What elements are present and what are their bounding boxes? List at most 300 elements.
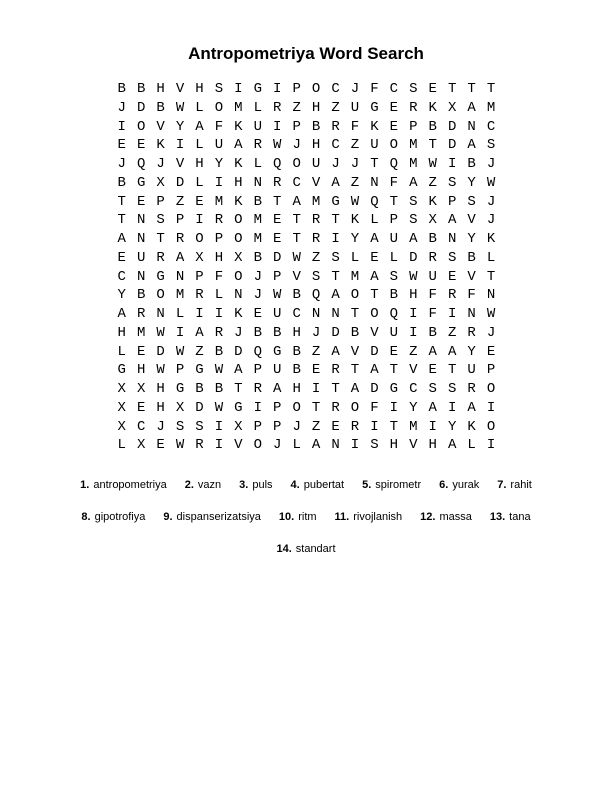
word-list-item xyxy=(276,541,335,557)
word-text: tana xyxy=(509,511,531,523)
word-text: gipotrofiya xyxy=(94,511,146,523)
grid-cell: B xyxy=(273,324,282,341)
grid-cell: A xyxy=(331,343,340,360)
grid-cell: H xyxy=(156,381,165,397)
grid-cell: Y xyxy=(175,118,185,135)
grid-cell: Z xyxy=(428,174,437,191)
grid-cell: Q xyxy=(311,287,321,304)
grid-cell: B xyxy=(467,156,476,172)
grid-cell: L xyxy=(253,156,262,172)
grid-cell: P xyxy=(292,81,301,97)
grid-cell: J xyxy=(253,268,262,285)
grid-cell: B xyxy=(428,118,437,135)
grid-cell: O xyxy=(253,437,262,454)
grid-cell: K xyxy=(428,193,437,210)
grid-cell: V xyxy=(350,343,360,360)
grid-cell: L xyxy=(350,249,360,266)
grid-cell: M xyxy=(175,287,185,304)
grid-cell: S xyxy=(447,174,457,191)
grid-cell: F xyxy=(389,174,399,191)
grid-cell: Z xyxy=(195,343,204,360)
grid-cell: O xyxy=(370,306,379,322)
grid-cell: R xyxy=(467,381,476,397)
grid-cell: C xyxy=(136,418,146,435)
grid-cell: V xyxy=(409,362,418,379)
grid-cell: N xyxy=(467,306,476,322)
word-number: 11. xyxy=(334,511,350,523)
page-title: Antropometriya Word Search xyxy=(188,44,424,63)
word-number: 8. xyxy=(81,511,91,523)
grid-cell: U xyxy=(311,156,321,172)
grid-cell: Q xyxy=(253,343,262,360)
grid-cell: Y xyxy=(447,418,457,435)
grid-cell: L xyxy=(117,343,126,360)
grid-cell: J xyxy=(156,156,165,172)
grid-cell: S xyxy=(214,81,224,97)
grid-cell: C xyxy=(331,81,340,97)
grid-cell: E xyxy=(195,193,204,210)
grid-cell: D xyxy=(234,343,243,360)
grid-cell: L xyxy=(486,249,496,266)
grid-cell: B xyxy=(253,249,262,266)
grid-cell: R xyxy=(195,287,204,304)
grid-cell: T xyxy=(350,362,360,379)
word-list-item xyxy=(279,509,317,525)
grid-cell: H xyxy=(311,137,321,154)
grid-cell: I xyxy=(195,306,204,322)
grid-cell: I xyxy=(409,324,418,341)
grid-cell: B xyxy=(428,231,437,247)
grid-cell: M xyxy=(311,193,321,210)
grid-cell: S xyxy=(409,212,418,229)
grid-cell: M xyxy=(409,418,418,435)
grid-cell: D xyxy=(370,381,379,397)
grid-cell: L xyxy=(467,437,476,454)
grid-cell: X xyxy=(234,418,243,435)
grid-cell: R xyxy=(311,231,321,247)
grid-cell: H xyxy=(214,249,224,266)
grid-cell: P xyxy=(389,212,399,229)
grid-cell: P xyxy=(409,118,418,135)
grid-cell: I xyxy=(311,381,321,397)
grid-cell: M xyxy=(253,212,262,229)
word-number: 1. xyxy=(80,479,90,491)
grid-cell: A xyxy=(370,268,379,285)
grid-cell: W xyxy=(175,99,185,116)
grid-cell: F xyxy=(370,399,379,416)
grid-cell: Y xyxy=(117,287,126,304)
grid-cell: W xyxy=(486,174,496,191)
grid-cell: P xyxy=(292,118,301,135)
word-number: 4. xyxy=(290,479,300,491)
grid-cell: K xyxy=(234,193,243,210)
grid-cell: U xyxy=(370,137,379,154)
grid-cell: A xyxy=(117,306,126,322)
grid-cell: J xyxy=(350,156,360,172)
grid-cell: P xyxy=(486,362,496,379)
grid-cell: F xyxy=(370,81,379,97)
grid-cell: H xyxy=(311,99,321,116)
word-list-item xyxy=(335,509,403,525)
grid-cell: F xyxy=(350,118,360,135)
grid-cell: E xyxy=(273,212,282,229)
word-text: yurak xyxy=(452,479,480,491)
grid-cell: A xyxy=(370,231,379,247)
grid-cell: T xyxy=(486,268,496,285)
grid-cell: N xyxy=(175,268,185,285)
grid-cell: D xyxy=(156,343,165,360)
grid-cell: T xyxy=(292,231,301,247)
word-text: rivojlanish xyxy=(353,511,403,523)
grid-cell: R xyxy=(331,399,340,416)
grid-cell: J xyxy=(486,156,496,172)
grid-cell: T xyxy=(389,418,399,435)
grid-cell: I xyxy=(273,81,282,97)
grid-cell: H xyxy=(234,174,243,191)
word-text: antropometriya xyxy=(93,479,167,491)
grid-cell: A xyxy=(428,399,437,416)
grid-cell: O xyxy=(214,99,224,116)
grid-cell: O xyxy=(234,231,243,247)
grid-cell: A xyxy=(467,137,476,154)
grid-cell: A xyxy=(428,343,437,360)
word-text: rahit xyxy=(510,479,532,491)
grid-cell: R xyxy=(253,381,262,397)
grid-cell: D xyxy=(409,249,418,266)
grid-cell: Z xyxy=(350,174,360,191)
grid-cell: I xyxy=(214,306,224,322)
grid-cell: I xyxy=(389,399,399,416)
grid-cell: X xyxy=(117,381,126,397)
grid-cell: B xyxy=(214,381,224,397)
grid-cell: N xyxy=(311,306,321,322)
grid-cell: C xyxy=(117,268,126,285)
grid-cell: N xyxy=(331,437,340,454)
word-list-item xyxy=(420,509,472,525)
grid-cell: E xyxy=(136,137,146,154)
grid-cell: A xyxy=(409,231,418,247)
grid-cell: P xyxy=(195,268,204,285)
grid-cell: U xyxy=(467,362,476,379)
word-list-item xyxy=(80,477,167,493)
grid-cell: M xyxy=(214,193,224,210)
grid-cell: P xyxy=(214,231,224,247)
grid-cell: K xyxy=(350,212,360,229)
grid-cell: J xyxy=(486,193,496,210)
grid-cell: K xyxy=(486,231,496,247)
word-list-item xyxy=(81,509,145,525)
grid-cell: Z xyxy=(409,343,418,360)
grid-cell: L xyxy=(175,306,185,322)
grid-cell: I xyxy=(370,418,379,435)
grid-cell: L xyxy=(117,437,126,454)
grid-cell: G xyxy=(273,343,282,360)
grid-cell: F xyxy=(428,306,437,322)
grid-cell: V xyxy=(311,174,321,191)
grid-cell: B xyxy=(156,99,165,116)
grid-cell: E xyxy=(389,118,399,135)
grid-cell: S xyxy=(447,249,457,266)
grid-cell: O xyxy=(292,156,301,172)
grid-cell: T xyxy=(331,212,340,229)
grid-cell: E xyxy=(273,231,282,247)
grid-cell: Q xyxy=(136,156,146,172)
grid-cell: P xyxy=(273,399,282,416)
grid-cell: O xyxy=(389,137,399,154)
grid-cell: M xyxy=(486,99,496,116)
grid-cell: T xyxy=(486,81,496,97)
word-number: 9. xyxy=(163,511,173,523)
grid-cell: I xyxy=(234,81,243,97)
grid-cell: A xyxy=(447,437,457,454)
grid-cell: G xyxy=(234,399,243,416)
grid-cell: W xyxy=(214,362,224,379)
grid-cell: W xyxy=(409,268,418,285)
grid-cell: M xyxy=(234,99,243,116)
grid-cell: W xyxy=(292,249,301,266)
word-text: ritm xyxy=(298,511,317,523)
grid-cell: D xyxy=(331,324,340,341)
grid-cell: V xyxy=(467,212,476,229)
grid-cell: B xyxy=(467,249,476,266)
grid-cell: E xyxy=(253,306,262,322)
grid-cell: K xyxy=(234,118,243,135)
grid-cell: X xyxy=(447,99,457,116)
grid-cell: T xyxy=(447,81,457,97)
grid-cell: Q xyxy=(389,306,399,322)
grid-cell: E xyxy=(389,343,399,360)
grid-cell: R xyxy=(409,99,418,116)
word-list-item xyxy=(362,477,421,493)
grid-cell: M xyxy=(350,268,360,285)
word-text: dispanserizatsiya xyxy=(176,511,261,523)
grid-cell: O xyxy=(486,381,496,397)
grid-cell: Z xyxy=(311,249,321,266)
grid-cell: B xyxy=(214,343,224,360)
grid-cell: N xyxy=(253,174,262,191)
grid-cell: O xyxy=(486,418,496,435)
grid-cell: R xyxy=(331,362,340,379)
grid-cell: W xyxy=(273,137,282,154)
grid-cell: U xyxy=(389,324,399,341)
grid-cell: E xyxy=(136,399,146,416)
grid-cell: U xyxy=(273,362,282,379)
grid-cell: J xyxy=(331,156,340,172)
grid-cell: B xyxy=(253,324,262,341)
grid-cell: Y xyxy=(467,174,476,191)
grid-cell: O xyxy=(350,287,360,304)
grid-cell: R xyxy=(156,249,165,266)
grid-cell: E xyxy=(428,362,437,379)
grid-cell: I xyxy=(447,306,457,322)
grid-cell: T xyxy=(447,362,457,379)
grid-cell: L xyxy=(292,437,301,454)
grid-cell: Y xyxy=(350,231,360,247)
grid-cell: H xyxy=(292,381,301,397)
grid-cell: R xyxy=(253,137,262,154)
word-text: vazn xyxy=(197,479,222,491)
grid-cell: Z xyxy=(311,343,321,360)
grid-cell: H xyxy=(195,81,204,97)
grid-cell: E xyxy=(311,362,321,379)
grid-cell: E xyxy=(428,81,437,97)
grid-cell: R xyxy=(331,118,340,135)
grid-cell: L xyxy=(214,287,224,304)
word-number: 6. xyxy=(439,479,449,491)
grid-cell: S xyxy=(195,418,204,435)
grid-cell: U xyxy=(428,268,437,285)
grid-cell: W xyxy=(156,362,165,379)
grid-cell: H xyxy=(195,156,204,172)
grid-cell: A xyxy=(292,193,301,210)
grid-cell: Z xyxy=(350,137,360,154)
grid-cell: P xyxy=(273,418,282,435)
grid-cell: I xyxy=(175,137,185,154)
grid-cell: H xyxy=(389,437,399,454)
word-number: 12. xyxy=(420,511,436,523)
word-list-item xyxy=(185,477,221,493)
grid-cell: A xyxy=(117,231,126,247)
grid-cell: N xyxy=(486,287,496,304)
grid-cell: W xyxy=(428,156,437,172)
grid-cell: P xyxy=(447,193,457,210)
grid-cell: L xyxy=(195,174,204,191)
grid-cell: S xyxy=(409,193,418,210)
grid-cell: J xyxy=(350,81,360,97)
grid-cell: N xyxy=(447,231,457,247)
grid-cell: K xyxy=(234,156,243,172)
grid-cell: V xyxy=(234,437,243,454)
word-list-item xyxy=(239,477,272,493)
grid-cell: S xyxy=(370,437,379,454)
grid-cell: A xyxy=(467,399,476,416)
grid-cell: I xyxy=(195,212,204,229)
grid-cell: H xyxy=(409,287,418,304)
word-number: 7. xyxy=(497,479,507,491)
grid-cell: E xyxy=(486,343,496,360)
grid-cell: C xyxy=(292,174,301,191)
word-text: pubertat xyxy=(303,479,345,491)
grid-cell: A xyxy=(195,324,204,341)
grid-cell: B xyxy=(117,81,126,97)
grid-cell: W xyxy=(273,287,282,304)
grid-cell: Z xyxy=(331,99,340,116)
grid-cell: K xyxy=(467,418,476,435)
grid-cell: U xyxy=(253,118,262,135)
grid-cell: O xyxy=(350,399,360,416)
grid-cell: A xyxy=(331,174,340,191)
grid-cell: V xyxy=(156,118,165,135)
grid-cell: V xyxy=(175,156,185,172)
grid-cell: M xyxy=(253,231,262,247)
grid-cell: I xyxy=(331,231,340,247)
grid-cell: D xyxy=(175,174,185,191)
grid-cell: S xyxy=(409,81,418,97)
grid-cell: V xyxy=(370,324,379,341)
grid-cell: R xyxy=(467,324,476,341)
grid-cell: T xyxy=(331,381,340,397)
grid-cell: S xyxy=(331,249,340,266)
grid-cell: S xyxy=(389,268,399,285)
grid-cell: J xyxy=(156,418,165,435)
grid-cell: Z xyxy=(175,193,185,210)
grid-cell: H xyxy=(292,324,301,341)
grid-cell: L xyxy=(195,137,204,154)
grid-cell: U xyxy=(214,137,224,154)
grid-cell: P xyxy=(253,362,262,379)
grid-cell: O xyxy=(311,81,321,97)
grid-cell: W xyxy=(175,343,185,360)
grid-cell: L xyxy=(253,99,262,116)
grid-cell: Y xyxy=(214,156,224,172)
grid-cell: H xyxy=(136,362,146,379)
grid-cell: B xyxy=(428,324,437,341)
grid-cell: H xyxy=(156,399,165,416)
word-list-item xyxy=(490,509,531,525)
grid-cell: N xyxy=(136,268,146,285)
grid-cell: N xyxy=(156,306,165,322)
grid-cell: B xyxy=(117,174,126,191)
grid-cell: C xyxy=(292,306,301,322)
grid-cell: A xyxy=(467,99,476,116)
grid-cell: C xyxy=(486,118,496,135)
grid-cell: G xyxy=(389,381,399,397)
grid-cell: Q xyxy=(370,193,379,210)
grid-cell: A xyxy=(350,381,360,397)
grid-cell: U xyxy=(136,249,146,266)
grid-cell: R xyxy=(273,174,282,191)
grid-cell: B xyxy=(292,362,301,379)
grid-cell: J xyxy=(253,287,262,304)
grid-cell: E xyxy=(136,343,146,360)
grid-cell: M xyxy=(409,137,418,154)
grid-cell: X xyxy=(156,174,165,191)
grid-cell: N xyxy=(136,231,146,247)
grid-cell: A xyxy=(409,174,418,191)
grid-cell: B xyxy=(292,287,301,304)
grid-cell: A xyxy=(195,118,204,135)
grid-cell: E xyxy=(370,249,379,266)
grid-cell: F xyxy=(214,268,224,285)
grid-cell: Q xyxy=(389,156,399,172)
grid-cell: R xyxy=(350,418,360,435)
grid-cell: V xyxy=(467,268,476,285)
grid-cell: T xyxy=(117,193,126,210)
grid-cell: B xyxy=(292,343,301,360)
grid-cell: P xyxy=(156,193,165,210)
grid-cell: B xyxy=(311,118,321,135)
grid-cell: R xyxy=(428,249,437,266)
word-number: 2. xyxy=(184,479,194,491)
grid-cell: S xyxy=(156,212,165,229)
grid-cell: Z xyxy=(292,99,301,116)
grid-cell: N xyxy=(370,174,379,191)
grid-cell: A xyxy=(370,362,379,379)
grid-cell: T xyxy=(331,268,340,285)
word-list xyxy=(30,477,582,557)
grid-cell: J xyxy=(311,324,321,341)
grid-cell: I xyxy=(214,418,224,435)
grid-cell: A xyxy=(234,137,243,154)
grid-cell: B xyxy=(195,381,204,397)
grid-cell: L xyxy=(389,249,399,266)
grid-cell: J xyxy=(117,99,126,116)
grid-cell: D xyxy=(136,99,146,116)
grid-cell: N xyxy=(234,287,243,304)
grid-cell: E xyxy=(389,99,399,116)
grid-cell: E xyxy=(331,418,340,435)
word-list-item xyxy=(439,477,479,493)
